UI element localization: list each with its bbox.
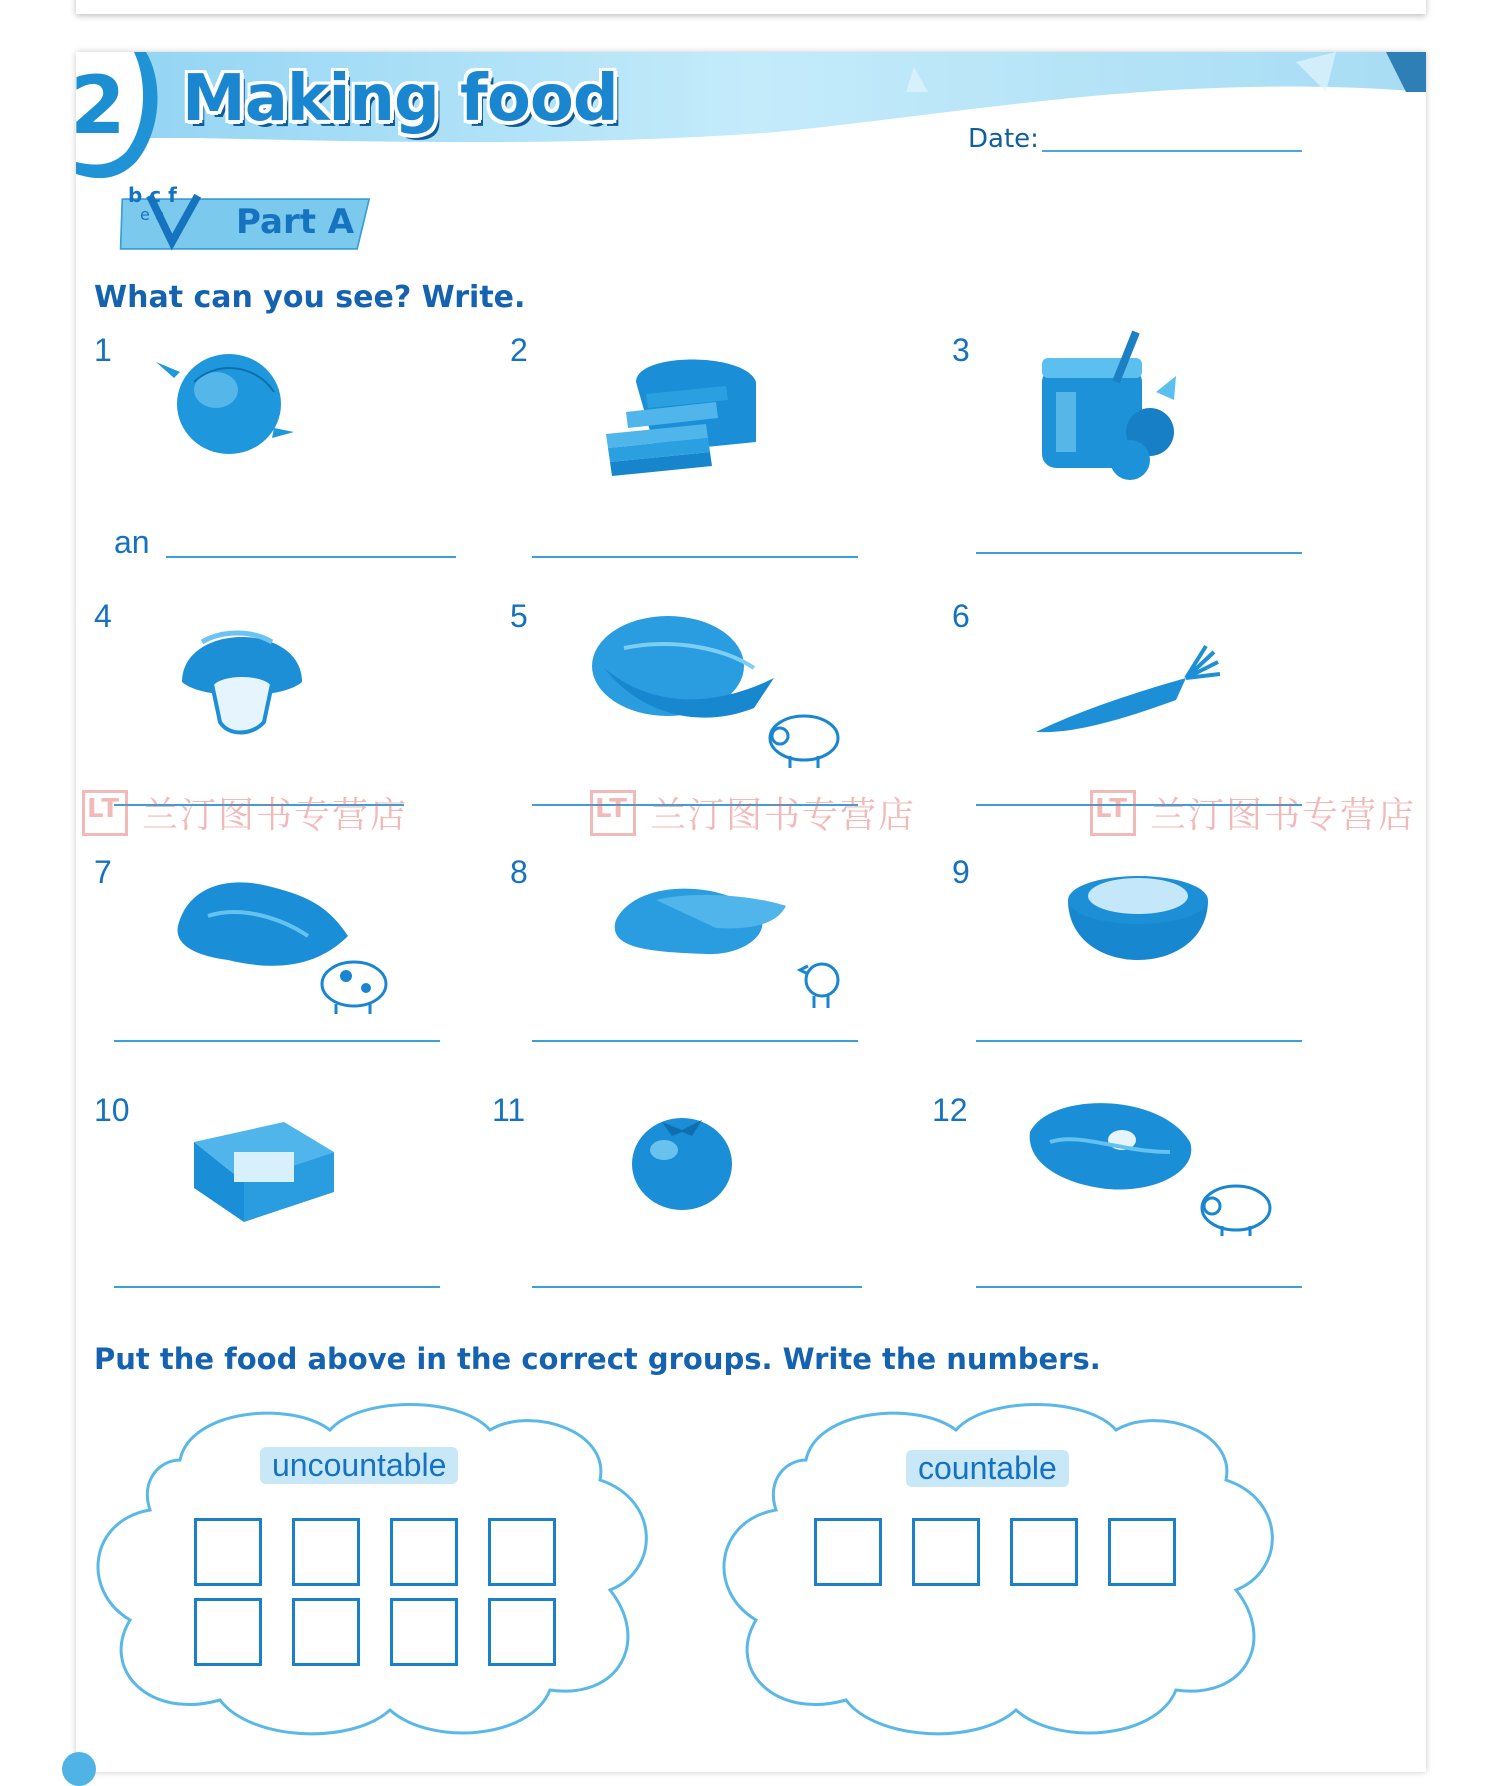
item-number-1: 1: [94, 332, 112, 368]
mushroom-picture: [172, 612, 312, 752]
chicken-icon: [800, 964, 838, 1008]
part-a-label: Part A: [236, 202, 355, 242]
cow-icon: [322, 962, 386, 1014]
uncountable-box[interactable]: [194, 1598, 262, 1666]
watermark-1: LT 兰汀图书专营店: [82, 787, 408, 838]
uncountable-box[interactable]: [194, 1518, 262, 1586]
section2-instruction: Put the food above in the correct groups. Write the numbers.: [94, 1342, 1101, 1376]
rice-picture: [1058, 860, 1228, 990]
store-logo-icon: [82, 790, 128, 836]
item-number-6: 6: [952, 598, 970, 634]
date-label: Date:: [968, 124, 1039, 154]
answer-line-7[interactable]: [114, 1040, 440, 1042]
store-logo-icon: [590, 790, 636, 836]
answer-line-10[interactable]: [114, 1286, 440, 1288]
uncountable-box[interactable]: [390, 1518, 458, 1586]
beef-picture: [168, 856, 398, 1016]
date-input-line[interactable]: [1042, 150, 1302, 152]
item-number-8: 8: [510, 854, 528, 890]
pork-picture: [1020, 1082, 1300, 1232]
svg-text:b c f: b c f: [128, 183, 177, 207]
item-number-11: 11: [492, 1092, 526, 1128]
countable-box[interactable]: [1108, 1518, 1176, 1586]
jam-picture: [1026, 322, 1226, 522]
countable-box[interactable]: [1010, 1518, 1078, 1586]
page-title: Making food: [182, 62, 618, 136]
abc-letters-icon: [120, 172, 200, 232]
tomato-picture: [622, 1102, 742, 1222]
item-number-7: 7: [94, 854, 112, 890]
item-number-4: 4: [94, 598, 112, 634]
countable-box[interactable]: [912, 1518, 980, 1586]
page-corner-dot: [62, 1752, 96, 1786]
item-number-12: 12: [932, 1092, 968, 1128]
previous-page-edge: [76, 0, 1426, 14]
item-number-10: 10: [94, 1092, 130, 1128]
item-number-9: 9: [952, 854, 970, 890]
item-number-5: 5: [510, 598, 528, 634]
uncountable-box[interactable]: [488, 1598, 556, 1666]
watermark-2: LT 兰汀图书专营店: [590, 787, 916, 838]
ham-picture: [584, 608, 844, 778]
chicken-meat-picture: [596, 860, 856, 1020]
watermark-3: LT 兰汀图书专营店: [1090, 787, 1416, 838]
countable-cloud: [716, 1390, 1296, 1750]
unit-number: 2: [70, 59, 126, 152]
answer-line-3[interactable]: [976, 552, 1302, 554]
uncountable-box[interactable]: [390, 1598, 458, 1666]
answer-line-2[interactable]: [532, 556, 858, 558]
answer-line-12[interactable]: [976, 1286, 1302, 1288]
item-number-3: 3: [952, 332, 970, 368]
countable-label: countable: [906, 1450, 1069, 1487]
butter-picture: [184, 1092, 344, 1232]
answer-line-1[interactable]: [166, 556, 456, 558]
onion-picture: [154, 342, 304, 462]
answer-line-8[interactable]: [532, 1040, 858, 1042]
answer-line-11[interactable]: [532, 1286, 862, 1288]
bread-picture: [596, 342, 796, 482]
section1-instruction: What can you see? Write.: [94, 280, 526, 315]
worksheet-page: [70, 52, 1426, 1772]
pig-icon: [770, 716, 838, 768]
carrot-picture: [1026, 642, 1226, 752]
store-logo-icon: [1090, 790, 1136, 836]
uncountable-box[interactable]: [292, 1518, 360, 1586]
pig-icon: [1202, 1186, 1270, 1236]
uncountable-box[interactable]: [488, 1518, 556, 1586]
item-1-prefix: an: [114, 524, 150, 560]
uncountable-box[interactable]: [292, 1598, 360, 1666]
answer-line-9[interactable]: [976, 1040, 1302, 1042]
uncountable-label: uncountable: [260, 1447, 458, 1484]
item-number-2: 2: [510, 332, 528, 368]
countable-box[interactable]: [814, 1518, 882, 1586]
svg-text:e a: e a: [140, 205, 165, 224]
uncountable-cloud: [90, 1390, 670, 1750]
